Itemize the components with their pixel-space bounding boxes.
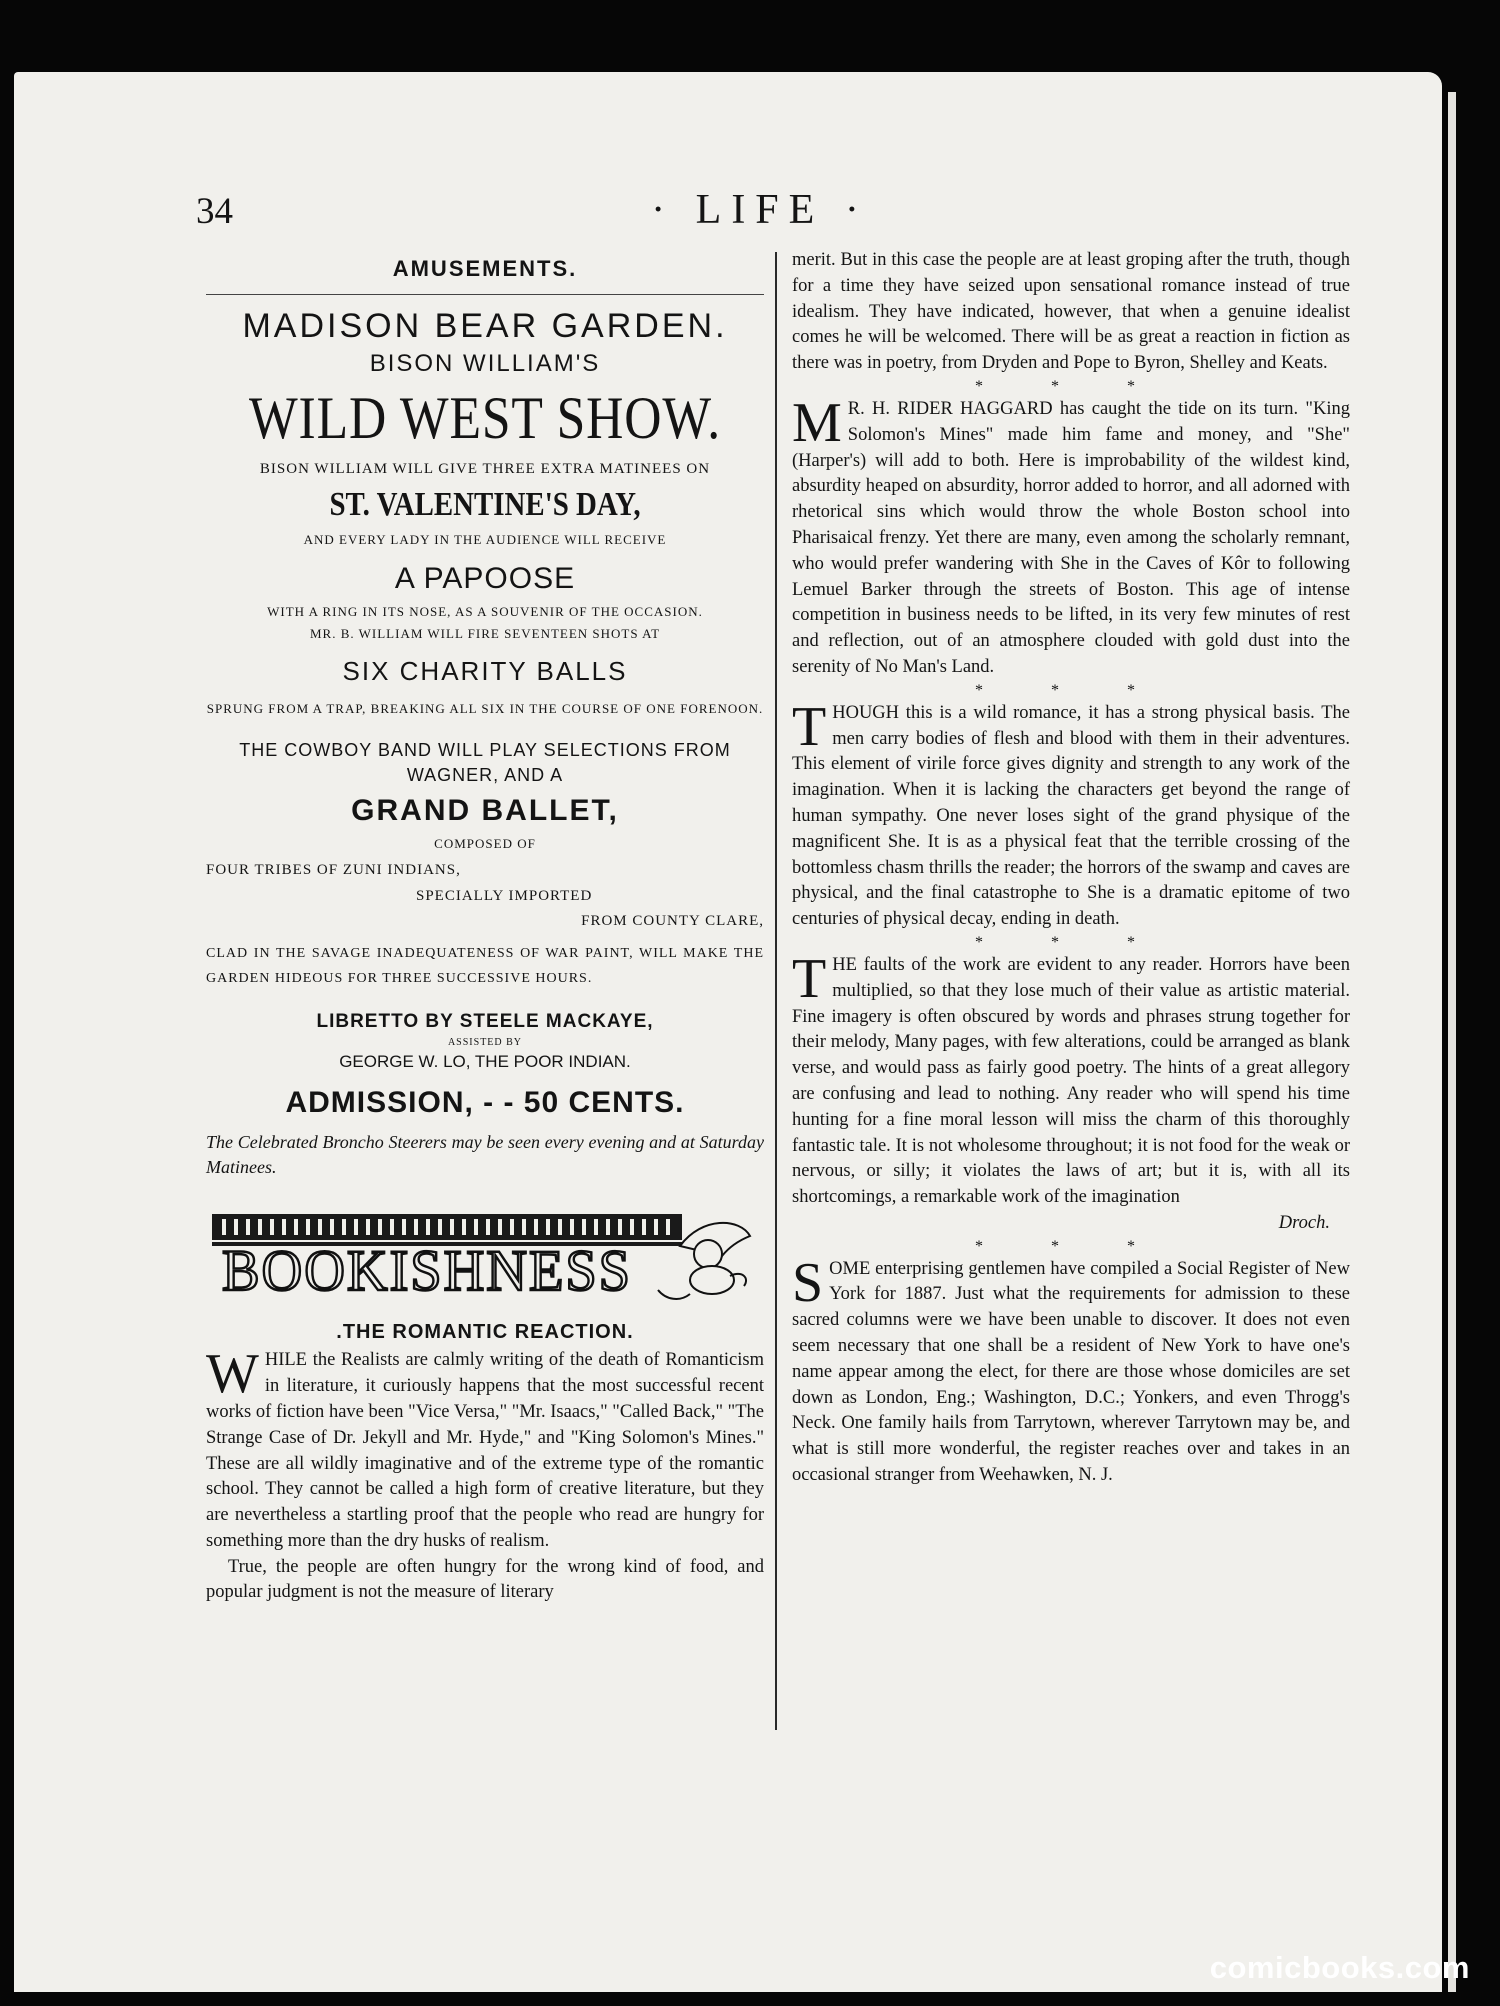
drop-cap: T (792, 947, 827, 1010)
section-stars: * * * (975, 933, 1167, 951)
ad-admission: ADMISSION, - - 50 CENTS. (285, 1085, 685, 1119)
paragraph: merit. But in this case the people are at least groping after the truth, though for a time they have seized upon sensational romance instead of true idealism. They have indicated, however, that when a genuine idealist comes he will be welcomed. There will be as great a reaction in fiction as there was in poetry, from Dryden and Pope to Byron, Shelley and Keats. (792, 250, 1350, 374)
article-body (792, 248, 1350, 1489)
article-body (206, 1343, 764, 1606)
ad-line: AND EVERY LADY IN THE AUDIENCE WILL RECEIVE (303, 532, 667, 547)
ad-libretto: LIBRETTO BY STEELE MACKAYE, (316, 1010, 654, 1032)
column-divider (775, 252, 777, 1730)
paragraph: HILE the Realists are calmly writing of the death of Romanticism in literature, it curiously happens that the most successful recent works of fiction have been "Vice Versa," "Mr. Isaacs," "Called Back," "The Strange Case of Dr. Jekyll and Mr. Hyde," and "King Solomon's Mines." These are all wildly imaginative and of the extreme type of the romantic school. They cannot be called a high form of creative literature, but they are nevertheless a startling proof that the people who read are hungry for something more than the dry husks of realism. (206, 1350, 764, 1551)
section-stars: * * * (975, 681, 1167, 699)
page-number: 34 (196, 191, 233, 232)
signature: Droch. (1278, 1212, 1330, 1233)
ad-tribes (206, 858, 764, 935)
paragraph: HE faults of the work are evident to any reader. Horrors have been multiplied, so that they lose much of their value as artistic material. Fine imagery is often obscured by words and phrases strung together for their melody, Many pages, with few alterations, could be arranged as blank verse, and would pass as fairly good poetry. The hints of a great allegory are confusing and lead to nothing. Any reader who will spend his time hunting for a fine moral lesson will miss the charm of this thoroughly fantastic tale. It is not wholesome throughout; it is not food for the weak or nervous, or silly; it violates the laws of art; but it is, with all its shortcomings, a remarkable work of the imagination (792, 954, 1350, 1208)
ad-tribes-line: SPECIALLY IMPORTED (416, 887, 593, 904)
drop-cap: T (792, 695, 827, 758)
bookishness-banner (210, 1206, 760, 1306)
ad-gift: A PAPOOSE (394, 562, 576, 595)
ad-line: SPRUNG FROM A TRAP, BREAKING ALL SIX IN THE COURSE OF ONE FORENOON. (206, 701, 764, 716)
ad-broncho-note: The Celebrated Broncho Steerers may be seen every evening and at Saturday Matinees. (206, 1131, 764, 1178)
watermark-text: comicbooks.com (1209, 1950, 1470, 1985)
paragraph: HOUGH this is a wild romance, it has a strong physical basis. The men carry bodies of flesh and blood with them in their adventures. This element of virile force gives dignity and strength to any work of the imagination. When it is lacking the characters get beyond the range of human sympathy. One never loses sight of the grand physique of the magnificent She. It is as a physical feat that the terrible crossing of the bottomless chasm thrills the reader; the horrors of the swamp and caves are physical, and the final catastrophe to She is a dramatic epitome of two centuries of physical decay, ending in death. (792, 702, 1350, 930)
section-stars: * * * (975, 377, 1167, 395)
ad-line: WITH A RING IN ITS NOSE, AS A SOUVENIR OF THE OCCASION. (267, 604, 703, 619)
ad-tribes-line: FOUR TRIBES OF ZUNI INDIANS, (206, 862, 461, 879)
ad-band: THE COWBOY BAND WILL PLAY SELECTIONS FROM WAGNER, AND A (239, 739, 731, 785)
ad-ballet: GRAND BALLET, (351, 794, 619, 828)
ad-presenter: BISON WILLIAM'S (369, 350, 601, 377)
drop-cap: M (792, 391, 842, 454)
heading-rule (206, 294, 764, 295)
next-page-edge (1448, 92, 1456, 1992)
left-column (206, 252, 764, 1606)
ad-tribes-line: FROM COUNTY CLARE, (581, 913, 764, 930)
banner-lettering: BOOKISHNESS (222, 1238, 632, 1304)
drop-cap: S (792, 1251, 824, 1314)
paragraph: R. H. RIDER HAGGARD has caught the tide on its turn. "King Solomon's Mines" made him fame and money, and "She" (Harper's) will add to both. Here is improbability of the wildest kind, absurdity heaped on absurdity, horror added to horror, and all adorned with rhetorical sins which would throw the whole Boston school into Pharisaical frenzy. Yet there are many, even among the scholarly remnant, who would prefer wandering with She in the Caves of Kôr to following Lemuel Barker through the streets of Boston. This age of intense competition in business needs to be lifted, in its very few minutes of rest and reflection, out of an atmosphere clouded with gold dust into the serenity of No Man's Land. (792, 398, 1350, 677)
ad-line: BISON WILLIAM WILL GIVE THREE EXTRA MATINEES ON (259, 461, 711, 477)
ad-assisted: ASSISTED BY (447, 1036, 523, 1048)
article-title: .THE ROMANTIC REACTION. (336, 1321, 634, 1344)
paragraph: OME enterprising gentlemen have compiled a Social Register of New York for 1887. Just what the requirements for admission to these sacred columns were we have been unable to discover. It does not even seem necessary that one shall be a resident of New York to have one's name appear among the elect, for there are those whose domiciles are set down as London, Eng.; Washington, D.C.; Yonkers, and even Throgg's Neck. One family hails from Tarrytown, wherever Tarrytown may be, and what is still more wonderful, the register reaches over and takes in an occasional stranger from Weehawken, N. J. (792, 1258, 1350, 1486)
drop-cap: W (206, 1343, 259, 1406)
ad-target: SIX CHARITY BALLS (342, 656, 628, 686)
ad-line: MR. B. WILLIAM WILL FIRE SEVENTEEN SHOTS AT (309, 626, 661, 641)
ad-composed: COMPOSED OF (434, 836, 536, 852)
ad-day: ST. VALENTINE'S DAY, (329, 486, 641, 523)
right-column (792, 248, 1350, 1489)
ad-show-title: WILD WEST SHOW. (248, 385, 722, 451)
masthead-title: · LIFE · (651, 187, 869, 233)
ad-george: GEORGE W. LO, THE POOR INDIAN. (339, 1051, 631, 1071)
ad-line: CLAD IN THE SAVAGE INADEQUATENESS OF WAR PAINT, WILL MAKE THE GARDEN HIDEOUS FOR THREE SUCCESSIVE HOURS. (206, 945, 764, 986)
ad-venue: MADISON BEAR GARDEN. (242, 307, 728, 345)
paragraph: True, the people are often hungry for the wrong kind of food, and popular judgment is not the measure of literary (206, 1556, 764, 1603)
section-heading: AMUSEMENTS. (392, 256, 578, 281)
section-stars: * * * (975, 1237, 1167, 1255)
